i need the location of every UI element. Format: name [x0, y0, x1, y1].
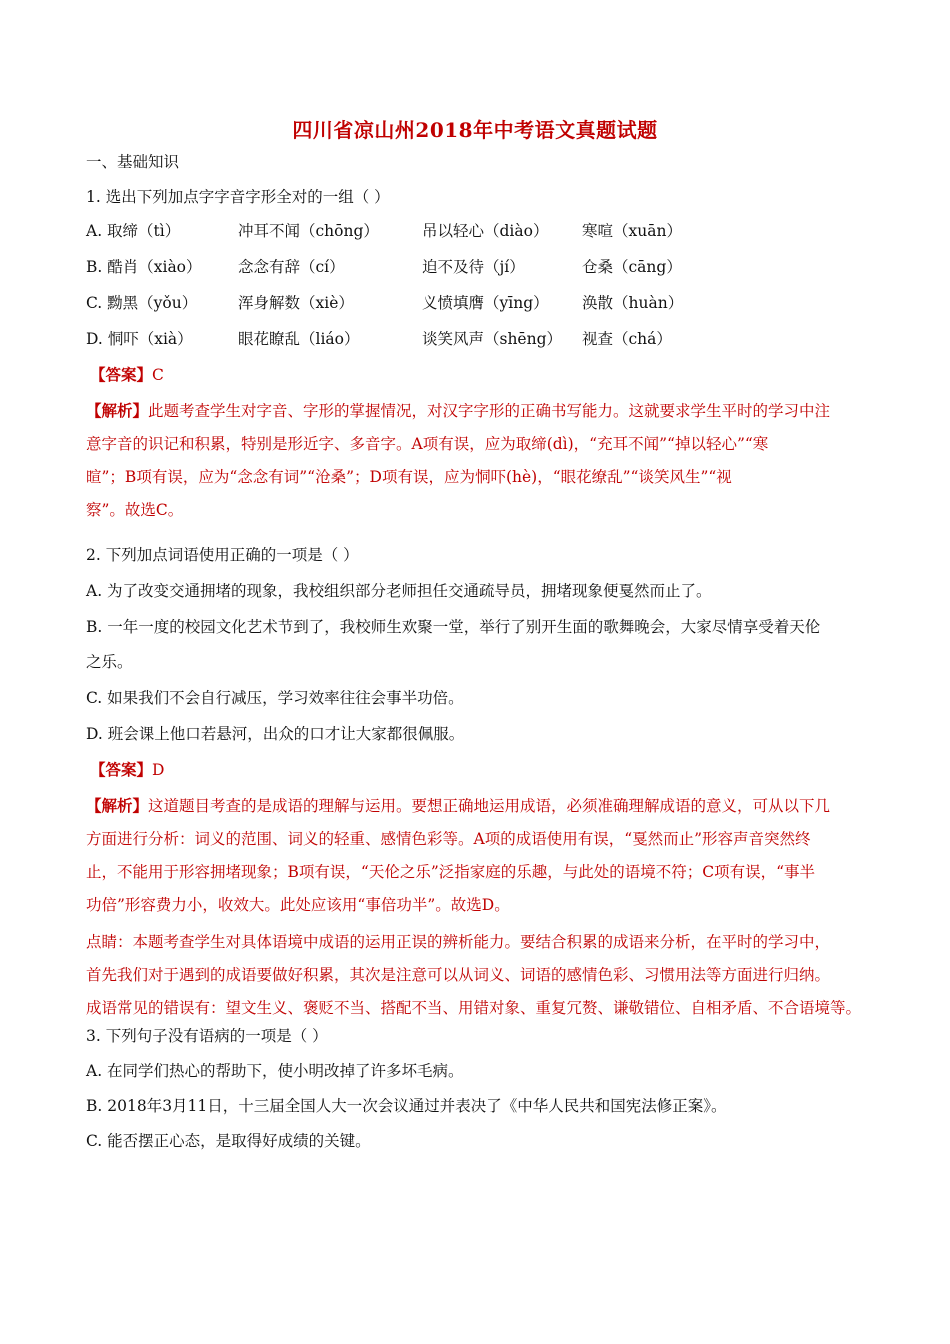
- q1-option-b-3: 迫不及待（jí）: [422, 258, 525, 276]
- q1-option-c-4: 涣散（huàn）: [582, 294, 684, 312]
- q2-analysis-line-3: 止，不能用于形容拥堵现象；B项有误，“天伦之乐”泛指家庭的乐趣，与此处的语境不符；C项有误，“事半: [86, 863, 816, 881]
- q1-option-a-4: 寒喧（xuān）: [582, 222, 682, 240]
- q1-option-a-2: 冲耳不闻（chōng）: [238, 222, 379, 240]
- q1-analysis-line-4: 察”。故选C。: [86, 501, 184, 519]
- q2-analysis: [86, 789, 866, 922]
- q3-option-a: A. 在同学们热心的帮助下，使小明改掉了许多坏毛病。: [86, 1062, 464, 1080]
- q2-option-b: B. 一年一度的校园文化艺术节到了，我校师生欢聚一堂，举行了别开生面的歌舞晚会，大家尽情享受着天伦: [86, 618, 821, 636]
- q1-option-a-3: 吊以轻心（diào）: [422, 222, 549, 240]
- q1-option-b-2: 念念有辞（cí）: [238, 258, 345, 276]
- q1-analysis-label: 【解析】: [86, 401, 149, 420]
- question-2-stem: 2. 下列加点词语使用正确的一项是（ ）: [86, 546, 359, 564]
- q2-analysis-line-2: 方面进行分析：词义的范围、词义的轻重、感情色彩等。A项的成语使用有误，“戛然而止”形容声音突然终: [86, 830, 811, 848]
- q3-option-c: C. 能否摆正心态，是取得好成绩的关键。: [86, 1132, 371, 1150]
- q1-answer-value: C: [152, 366, 164, 384]
- q2-tip: [86, 926, 866, 1025]
- q1-option-b-4: 仓桑（cāng）: [582, 258, 682, 276]
- q1-answer-label: 【答案】: [90, 365, 153, 384]
- q1-option-c-2: 浑身解数（xiè）: [238, 294, 354, 312]
- q1-analysis: [86, 394, 866, 527]
- question-3-stem: 3. 下列句子没有语病的一项是（ ）: [86, 1027, 328, 1045]
- q2-option-b-cont: 之乐。: [86, 653, 133, 671]
- q1-option-b-1: B. 酷肖（xiào）: [86, 258, 202, 276]
- q2-analysis-line-4: 功倍”形容费力小，收效大。此处应该用“事倍功半”。故选D。: [86, 896, 510, 914]
- q2-option-a: A. 为了改变交通拥堵的现象，我校组织部分老师担任交通疏导员，拥堵现象便戛然而止了。: [86, 582, 712, 600]
- q1-option-d-1: D. 恫吓（xià）: [86, 330, 193, 348]
- q2-option-d: D. 班会课上他口若悬河，出众的口才让大家都很佩服。: [86, 725, 465, 743]
- q2-option-c: C. 如果我们不会自行减压，学习效率往往会事半功倍。: [86, 689, 464, 707]
- q2-answer-label: 【答案】: [90, 760, 153, 779]
- q1-answer: [90, 365, 164, 385]
- q2-tip-line-3: 成语常见的错误有：望文生义、褒贬不当、搭配不当、用错对象、重复冗赘、谦敬错位、自相矛盾、不合语境等。: [86, 999, 862, 1017]
- q1-analysis-line-1: 【解析】此题考查学生对字音、字形的掌握情况，对汉字字形的正确书写能力。这就要求学生平时的学习中注: [86, 401, 831, 420]
- page-title: 四川省凉山州2018年中考语文真题试题: [292, 118, 658, 142]
- q1-analysis-line-3: 暄”；B项有误，应为“念念有词”“沧桑”；D项有误，应为恫吓(hè)，“眼花缭乱”“谈笑风生”“视: [86, 468, 732, 486]
- q1-analysis-line-2: 意字音的识记和积累，特别是形近字、多音字。A项有误，应为取缔(dì)，“充耳不闻”“掉以轻心”“寒: [86, 435, 769, 453]
- q1-option-d-3: 谈笑风声（shēng）: [422, 330, 563, 348]
- q1-option-a-1: A. 取缔（tì）: [86, 222, 181, 240]
- q2-tip-line-1: 点睛：本题考查学生对具体语境中成语的运用正误的辨析能力。要结合积累的成语来分析，在平时的学习中，: [86, 933, 831, 951]
- q2-answer: [90, 760, 164, 780]
- q2-analysis-label: 【解析】: [86, 796, 149, 815]
- section-heading: 一、基础知识: [86, 153, 180, 171]
- q1-option-d-4: 视查（chá）: [582, 330, 672, 348]
- q2-analysis-line-1: 【解析】这道题目考查的是成语的理解与运用。要想正确地运用成语，必须准确理解成语的意义，可从以下几: [86, 796, 831, 815]
- q1-option-c-1: C. 黝黑（yǒu）: [86, 294, 198, 312]
- question-1-stem: 1. 选出下列加点字字音字形全对的一组（ ）: [86, 188, 390, 206]
- q2-tip-line-2: 首先我们对于遇到的成语要做好积累，其次是注意可以从词义、词语的感情色彩、习惯用法等方面进行归纳。: [86, 966, 831, 984]
- q1-option-c-3: 义愤填膺（yīng）: [422, 294, 549, 312]
- q2-answer-value: D: [152, 761, 165, 779]
- q3-option-b: B. 2018年3月11日，十三届全国人大一次会议通过并表决了《中华人民共和国宪法修正案》。: [86, 1097, 727, 1115]
- q1-option-d-2: 眼花瞭乱（liáo）: [238, 330, 360, 348]
